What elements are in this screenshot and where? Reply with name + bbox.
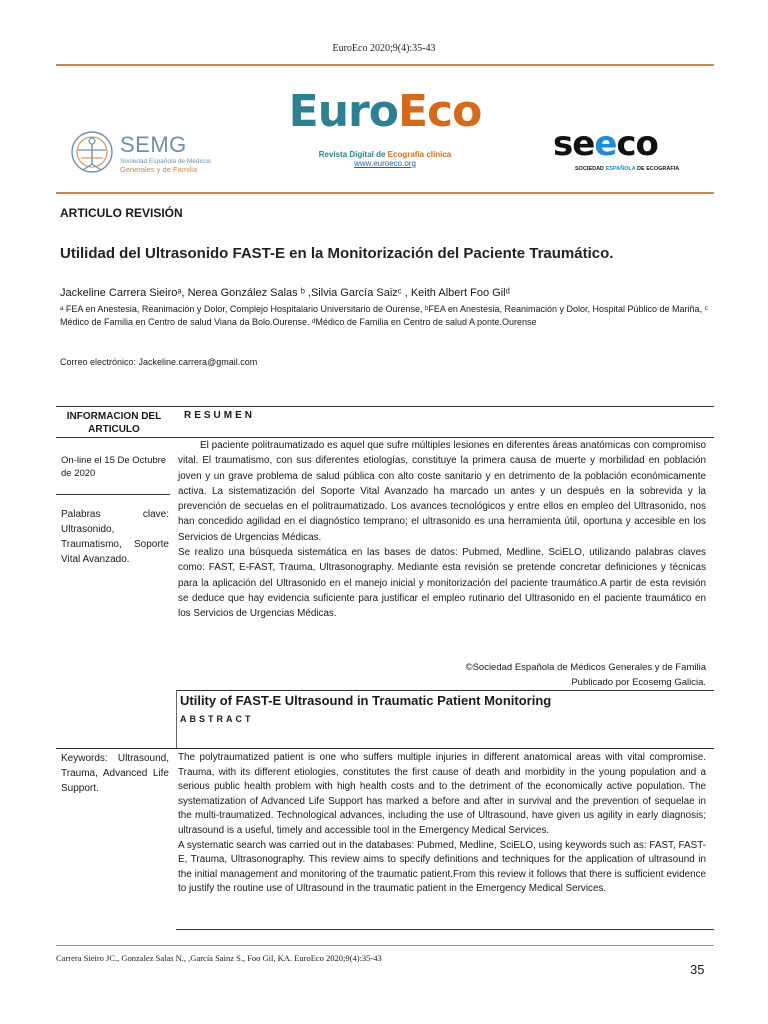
resumen-bottom-rule	[176, 690, 714, 691]
semg-emblem-icon	[68, 128, 116, 176]
info-top-rule	[56, 406, 714, 407]
corresponding-email: Correo electrónico: Jackeline.carrera@gmail.com	[60, 357, 258, 367]
article-authors: Jackeline Carrera Sieiroᵃ, Nerea González Salas ᵇ ,Silvia García Saizᶜ , Keith Albert Foo Gilᵈ	[60, 287, 510, 299]
resumen-heading: RESUMEN	[184, 410, 256, 421]
semg-subtitle: Sociedad Española de Médicos	[120, 158, 212, 165]
seeco-co: co	[616, 124, 658, 164]
semg-name: SEMG	[120, 132, 187, 157]
resumen-paragraph-1: El paciente politraumatizado es aquel que sufre múltiples lesiones en diferentes áreas anatómicas con compromiso vital. El traumatismo, con sus diferentes etiologías, constituye la primera causa de muerte y morbilidad en población joven y un grave problema de salud pública con alto coste sanitario y en detrimento de la población económicamente activa. La sistematización del Soporte Vital Avanzado ha marcado un antes y un después en la sobrevida y la prevención de secuelas en el politraumatizado. Los avances tecnológicos y entre ellos en empleo del Ultrasonido, nos han concedido agilidad en el diagnóstico temprano; el ultrasonido es una herramienta útil, oportuna y accesible en los Servicios de Urgencias Médicas.	[178, 440, 706, 543]
footer-rule	[56, 945, 714, 946]
keywords-en: Keywords: Ultrasound, Trauma, Advanced Life Support.	[61, 753, 169, 794]
article-title: Utilidad del Ultrasonido FAST-E en la Monitorización del Paciente Traumático.	[60, 245, 614, 262]
english-title: Utility of FAST-E Ultrasound in Traumatic Patient Monitoring	[180, 693, 552, 708]
journal-website-link[interactable]: www.euroeco.org	[354, 159, 416, 168]
abstract-divider	[176, 690, 177, 748]
seeco-sub-c: DE ECOGRAFIA	[635, 166, 680, 172]
header-rule	[56, 64, 714, 66]
masthead-rule	[56, 192, 714, 194]
brand-euro: Euro	[288, 86, 398, 137]
keywords-es: Palabras clave: Ultrasonido, Traumatismo, Soporte Vital Avanzado.	[61, 509, 169, 565]
seeco-sub-a: SOCIEDAD	[575, 166, 606, 172]
abstract-top-rule	[56, 748, 714, 749]
resumen-paragraph-2: Se realizo una búsqueda sistemática en las bases de datos: Pubmed, Medline, SciELO, utilizando palabras claves como: FAST, E-FAST, Trauma, Ultrasonography. Mediante esta revisión se pretende concretar definiciones y técnicas para la aplicación del Ultrasonido en el manejo inicial y monitorización del paciente traumático.A partir de esta revisión se deduce que hay evidencia suficiente para justificar el empleo rutinario del Ultrasonido en el paciente traumático en los Servicios de Urgencias Médicas.	[178, 547, 706, 620]
abstract-heading: ABSTRACT	[180, 714, 254, 724]
journal-masthead	[260, 84, 510, 168]
copyright-notice	[380, 660, 706, 690]
abstract-body	[178, 751, 706, 897]
seeco-s: s	[553, 124, 573, 164]
seeco-sub-b: ESPAÑOLA	[605, 166, 636, 172]
resumen-body	[178, 438, 706, 622]
seeco-e1: e	[572, 124, 595, 164]
page-number: 35	[690, 962, 705, 977]
semg-logo	[68, 128, 238, 178]
seeco-e2: e	[594, 124, 617, 164]
tagline-highlight: Ecografía clínica	[387, 150, 452, 159]
abstract-paragraph-2: A systematic search was carried out in the databases: Pubmed, Medline, SciELO, using keywords such as: FAST, FAST-E, Trauma, Ultrasonography. This review aims to specify definitions and techniques for the application of ultrasound in the initial management and monitoring of the traumatic patient.From this review it follows that there is sufficient evidence to justify the routine use of Ultrasound in the traumatic patient in the Emergency Medical Services.	[178, 839, 706, 895]
article-info-heading: INFORMACION DEL ARTICULO	[66, 411, 162, 435]
online-rule	[56, 494, 170, 495]
online-date: On-line el 15 De Octubre de 2020	[61, 455, 167, 479]
semg-subtitle-2: Generales y de Familia	[120, 165, 198, 174]
tagline-text: Revista Digital de	[318, 150, 388, 159]
seeco-logo	[553, 126, 698, 176]
article-affiliations: ᵃ FEA en Anestesia, Reanimación y Dolor, Complejo Hospitalario Universitario de Ourense, ᵇFEA en Anestesia, Reanimación y Dolor, Hospital Público de Mariña, ᶜ Médico de Familia en Centro de salud Viana da Bolo.Ourense. ᵈMédico de Familia en Centro de salud A ponte.Ourense	[60, 304, 708, 327]
copyright-line-2: Publicado por Ecosemg Galicia.	[571, 677, 706, 688]
abstract-bottom-rule	[176, 929, 714, 930]
journal-tagline	[260, 150, 510, 159]
seeco-wordmark	[553, 126, 698, 162]
journal-brand	[260, 84, 510, 140]
seeco-subtitle	[575, 166, 679, 172]
brand-eco: Eco	[397, 86, 482, 137]
article-section: ARTICULO REVISIÓN	[60, 206, 183, 220]
footer-citation: Carrera Sieiro JC., Gonzalez Salas N., ,García Sainz S., Foo Gil, KA. EuroEco 2020;9(4):35-43	[56, 953, 382, 963]
copyright-line-1: ©Sociedad Española de Médicos Generales y de Familia	[465, 662, 706, 673]
abstract-paragraph-1: The polytraumatized patient is one who suffers multiple injuries in different anatomical areas with vital compromise. Trauma, with its different etiologies, constitutes the first cause of death and morbidity in the young population and a serious public health problem with high health costs and to the detriment of the economically active population. The systematization of Advanced Life Support has marked a before and after in survival and the prevention of sequelae in the multi-traumatized. Technological advances, including the use of Ultrasound, have given us agility in early diagnosis; ultrasound is a useful, timely and accessible tool in the Emergency Medical Services.	[178, 752, 706, 836]
running-head: EuroEco 2020;9(4):35-43	[332, 43, 436, 54]
